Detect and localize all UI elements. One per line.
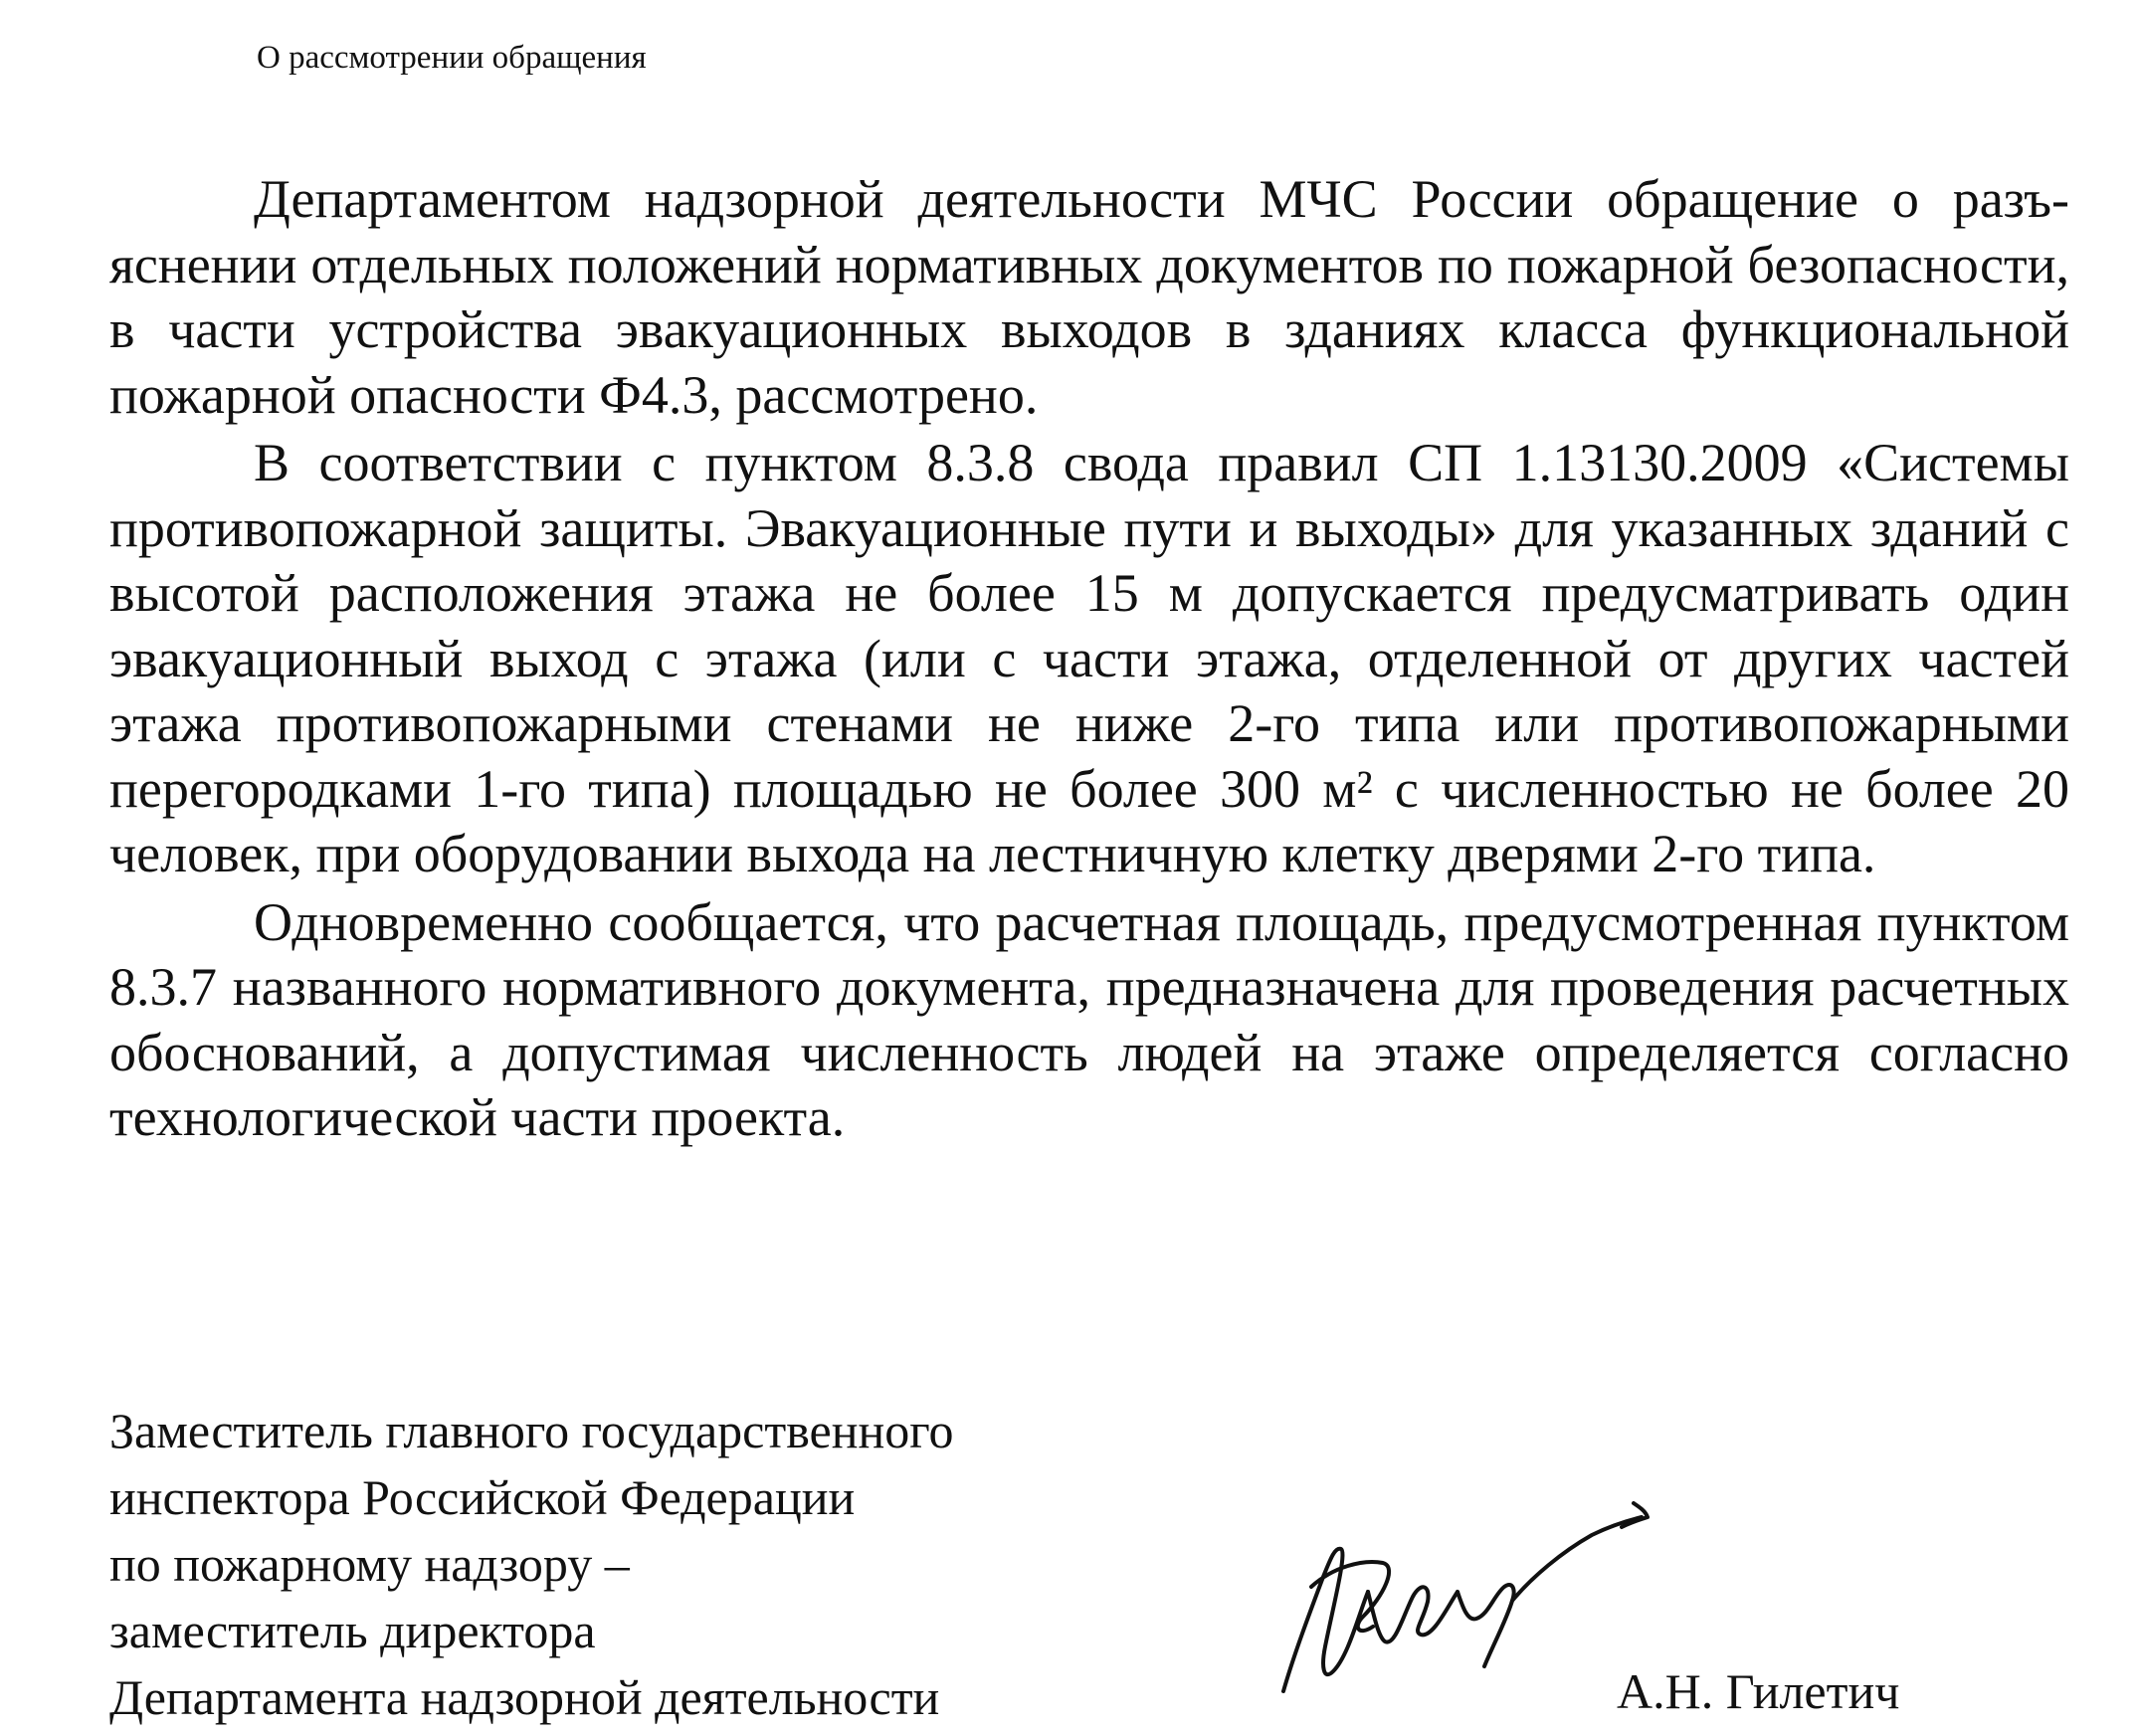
- letter-body: [109, 167, 2069, 1151]
- position-line-3: по пожарному надзору –: [109, 1536, 630, 1592]
- position-line-1: Заместитель главного государственного: [109, 1403, 954, 1458]
- paragraph-1: Департаментом надзорной деятельности МЧС России обращение о разъяснении отдельных положений нормативных документов по пожарной безопасности, в части устройства эвакуационных выходов в зданиях класса функциональной пожарной опасности Ф4.3, рассмотрено.: [109, 169, 2069, 425]
- signatory-position: [109, 1398, 954, 1731]
- signer-name: А.Н. Гилетич: [1617, 1663, 1900, 1719]
- position-line-2: инспектора Российской Федерации: [109, 1469, 856, 1525]
- paragraph-2: В соответствии с пунктом 8.3.8 свода правил СП 1.13130.2009 «Системы противопожарной защиты. Эвакуационные пути и выходы» для указанных зданий с высотой расположения этажа не более 15 м допускается предусматривать один эвакуационный выход с этажа (или с части этажа, отделенной от других частей этажа противопожарными стенами не ниже 2-го типа или противопожарными перегородками 1-го типа) площадью не более 300 м² с численностью не более 20 человек, при оборудовании выхода на лестничную клетку дверями 2-го типа.: [109, 433, 2069, 883]
- position-line-5: Департамента надзорной деятельности: [109, 1669, 940, 1725]
- letter-subject: О рассмотрении обращения: [257, 40, 647, 76]
- position-line-4: заместитель директора: [109, 1603, 596, 1658]
- paragraph-3: Одновременно сообщается, что расчетная площадь, предусмотренная пунктом 8.3.7 названного нормативного документа, предназначена для проведения расчетных обоснований, а допустимая численность людей на этаже определяется согласно технологической части проекта.: [109, 891, 2069, 1147]
